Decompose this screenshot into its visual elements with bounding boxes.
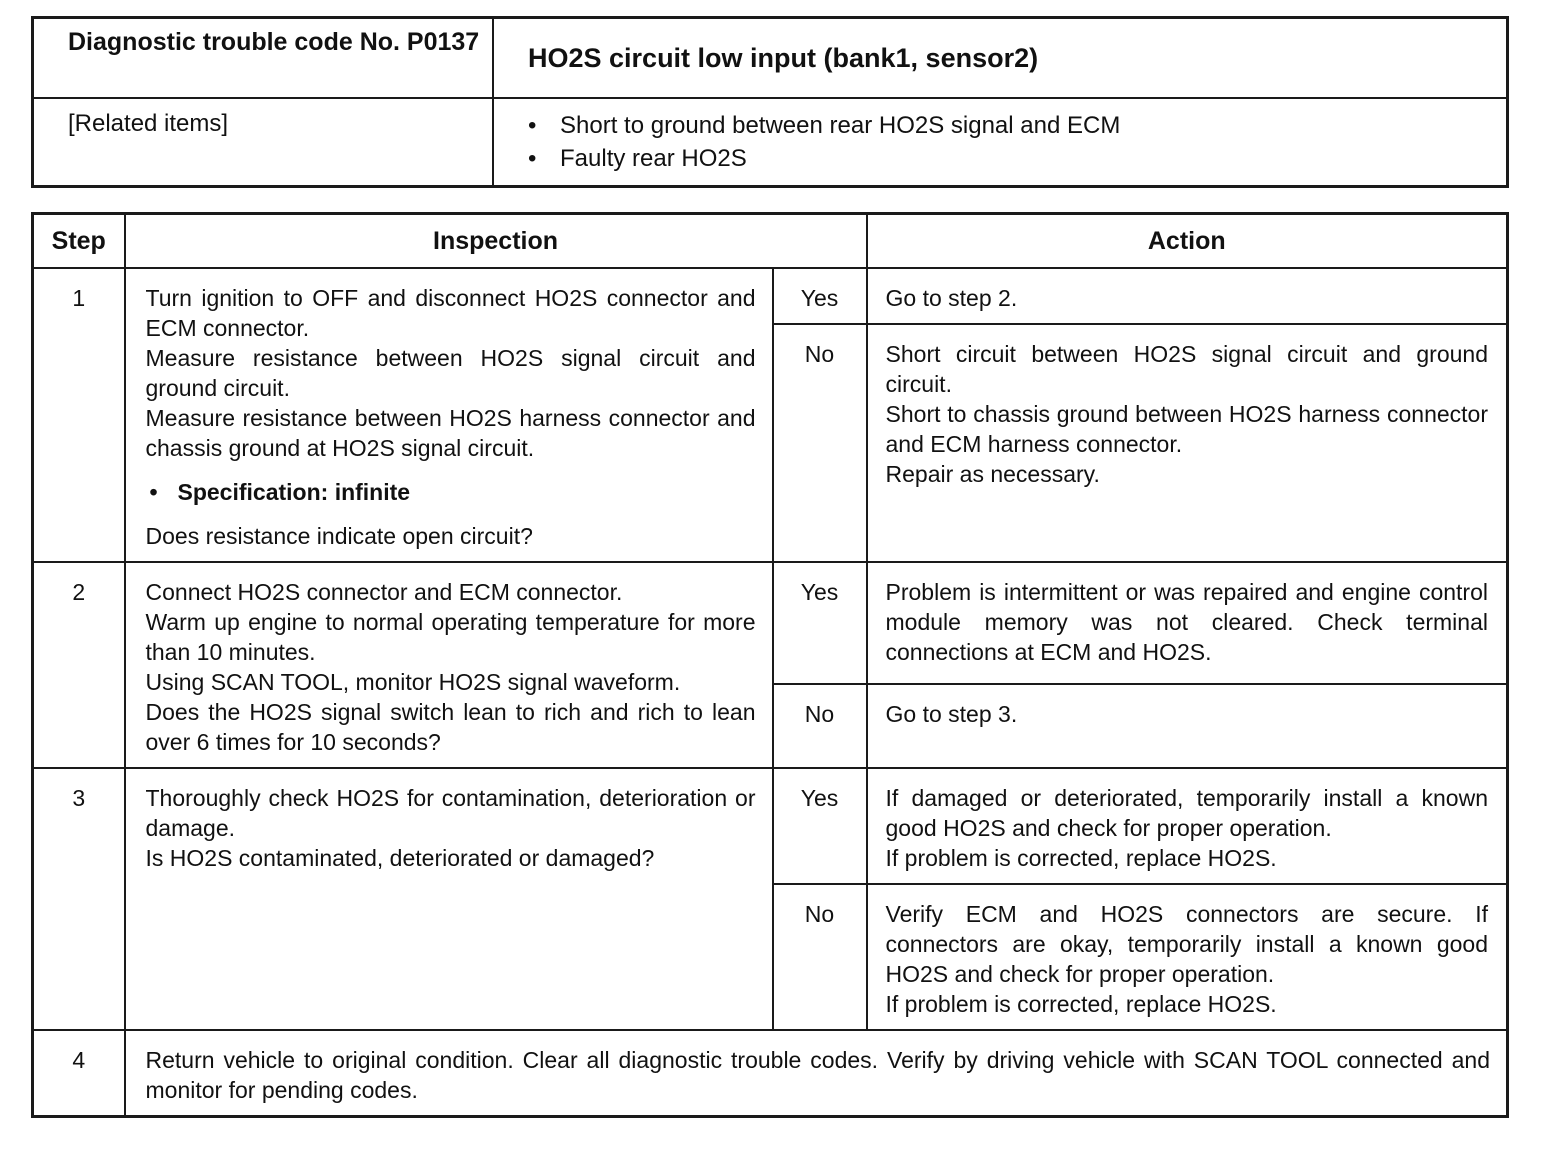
action-line: If problem is corrected, replace HO2S. [885, 991, 1277, 1017]
yes-action [867, 562, 1508, 684]
action-line: Repair as necessary. [885, 461, 1100, 488]
action-line: Short circuit between HO2S signal circuit and ground circuit. [885, 341, 1488, 398]
yes-label: Yes [773, 268, 867, 324]
step-inspection: Return vehicle to original condition. Clear all diagnostic trouble codes. Verify by driving vehicle with SCAN TOOL connected and monitor for pending codes. [125, 1030, 1508, 1117]
no-label: No [773, 324, 867, 562]
inspection-line: Using SCAN TOOL, monitor HO2S signal waveform. [145, 669, 681, 695]
table-row [33, 268, 1508, 324]
table-row [33, 562, 1508, 684]
dtc-title-row [33, 18, 1508, 99]
action-line: If problem is corrected, replace HO2S. [885, 845, 1277, 871]
action-line: Go to step 3. [885, 700, 1018, 727]
no-label: No [773, 884, 867, 1030]
inspection-line: Measure resistance between HO2S harness connector and chassis ground at HO2S signal circuit. [145, 405, 756, 461]
header-action: Action [867, 214, 1508, 269]
inspection-line: Measure resistance between HO2S signal circuit and ground circuit. [145, 345, 756, 401]
inspection-line: Connect HO2S connector and ECM connector. [145, 579, 623, 605]
yes-label: Yes [773, 562, 867, 684]
diagnostic-steps-table [31, 212, 1509, 1118]
related-items-list [528, 109, 1494, 175]
related-items-label: [Related items] [33, 98, 494, 187]
yes-action [867, 768, 1508, 884]
step-number: 2 [33, 562, 125, 768]
related-items-row [33, 98, 1508, 187]
action-line: If damaged or deteriorated, temporarily install a known good HO2S and check for proper operation. [885, 785, 1488, 841]
inspection-question: Does resistance indicate open circuit? [145, 523, 533, 549]
related-item: • Faulty rear HO2S [528, 142, 1494, 175]
step-inspection [125, 562, 773, 768]
no-action [867, 684, 1508, 768]
dtc-code-label: Diagnostic trouble code No. P0137 [33, 18, 494, 99]
yes-label: Yes [773, 768, 867, 884]
yes-action [867, 268, 1508, 324]
dtc-header-table [31, 16, 1509, 188]
dtc-title: HO2S circuit low input (bank1, sensor2) [493, 18, 1508, 99]
inspection-line: Turn ignition to OFF and disconnect HO2S connector and ECM connector. [145, 285, 756, 341]
step-number: 3 [33, 768, 125, 1030]
inspection-line: Thoroughly check HO2S for contamination, deterioration or damage. [145, 785, 756, 841]
action-line: Short to chassis ground between HO2S harness connector and ECM harness connector. [885, 401, 1488, 458]
action-line: Verify ECM and HO2S connectors are secure. If connectors are okay, temporarily install a known good HO2S and check for proper operation. [885, 901, 1488, 987]
table-row [33, 1030, 1508, 1117]
inspection-line: Does the HO2S signal switch lean to rich and rich to lean over 6 times for 10 seconds? [145, 699, 756, 755]
inspection-line: Is HO2S contaminated, deteriorated or damaged? [145, 845, 655, 871]
inspection-line: Warm up engine to normal operating temperature for more than 10 minutes. [145, 609, 756, 665]
no-action [867, 884, 1508, 1030]
header-step: Step [33, 214, 125, 269]
no-label: No [773, 684, 867, 768]
step-inspection [125, 268, 773, 562]
no-action [867, 324, 1508, 562]
step-inspection [125, 768, 773, 1030]
header-inspection: Inspection [125, 214, 867, 269]
action-line: Go to step 2. [885, 285, 1018, 311]
specification: • Specification: infinite [146, 477, 756, 507]
action-line: Problem is intermittent or was repaired and engine control module memory was not cleared. Check terminal connections at ECM and HO2S. [885, 579, 1488, 665]
related-items-cell [493, 98, 1508, 187]
step-number: 1 [33, 268, 125, 562]
step-number: 4 [33, 1030, 125, 1117]
table-header-row [33, 214, 1508, 269]
related-item: • Short to ground between rear HO2S signal and ECM [528, 109, 1494, 142]
table-row [33, 768, 1508, 884]
